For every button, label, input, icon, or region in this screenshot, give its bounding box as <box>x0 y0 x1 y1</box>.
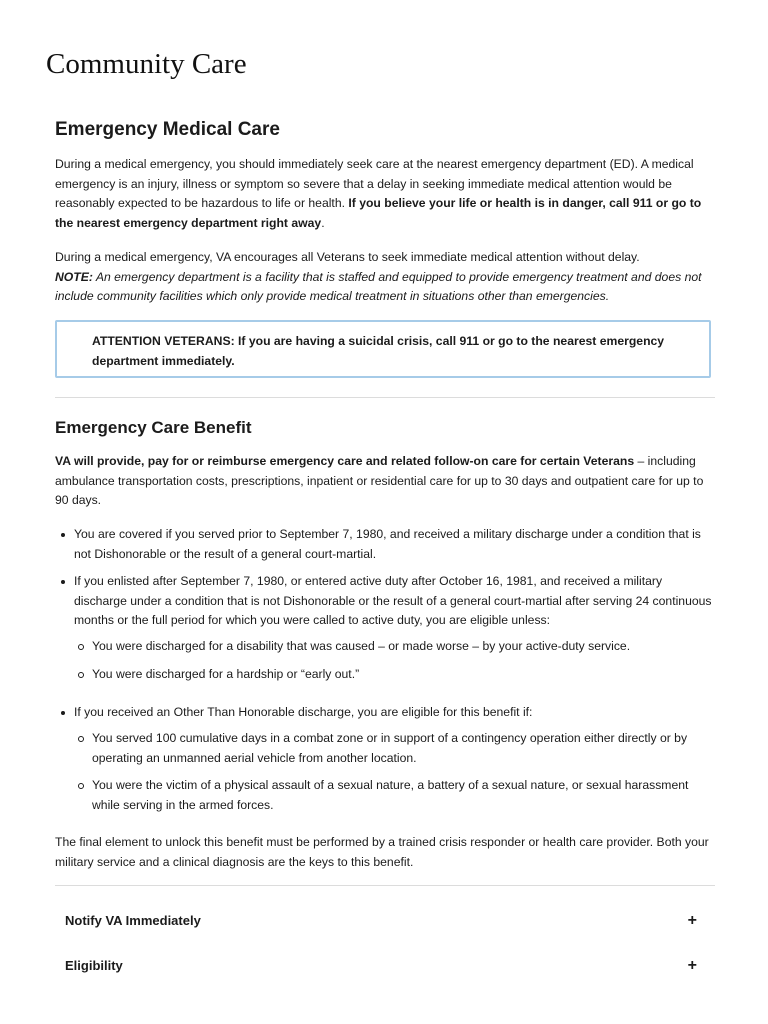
section-divider <box>55 397 715 398</box>
emergency-intro-bold: If you believe your life or health is in danger, call 911 or go to the nearest emergency department right away <box>55 196 702 230</box>
list-item-text: You are covered if you served prior to September 7, 1980, and received a military discharge under a condition that is not Dishonorable or the result of a general court-martial. <box>74 527 701 561</box>
benefit-intro-rest: – including ambulance transportation costs, prescriptions, inpatient or residential care for up to 30 days and outpatient care for up to 90 days. <box>55 454 704 507</box>
emergency-note-paragraph <box>55 248 715 307</box>
bullet-circle <box>78 783 84 789</box>
page-title: Community Care <box>46 48 247 80</box>
emergency-intro-paragraph <box>55 155 715 233</box>
bullet-circle <box>78 644 84 650</box>
emergency-encourage-text: During a medical emergency, VA encourages all Veterans to seek immediate medical attention without delay. <box>55 250 640 264</box>
bullet-dot <box>61 580 65 584</box>
section-divider <box>55 885 715 886</box>
benefit-final-paragraph: The final element to unlock this benefit must be performed by a trained crisis responder or health care provider. Both your military service and a clinical diagnosis are the keys to this benefit. <box>55 835 709 869</box>
list-item-text: If you received an Other Than Honorable discharge, you are eligible for this benefit if: <box>74 705 533 719</box>
sub-list-item-text: You were discharged for a hardship or “early out.” <box>92 667 360 681</box>
bullet-circle <box>78 672 84 678</box>
benefit-intro-bold: VA will provide, pay for or reimburse emergency care and related follow-on care for certain Veterans <box>55 454 635 468</box>
note-body: An emergency department is a facility that is staffed and equipped to provide emergency treatment and does not include community facilities which only provide medical treatment in situations other than emergencies. <box>55 269 702 303</box>
emergency-care-benefit-heading: Emergency Care Benefit <box>55 418 252 437</box>
note-label: NOTE: <box>55 269 93 284</box>
bullet-circle <box>78 736 84 742</box>
benefit-intro-paragraph <box>55 452 715 511</box>
bullet-dot <box>61 533 65 537</box>
accordion-label: Eligibility <box>65 958 123 973</box>
accordion-eligibility[interactable] <box>55 951 715 981</box>
accordion-notify-va-immediately[interactable] <box>55 906 715 936</box>
emergency-intro-text: During a medical emergency, you should immediately seek care at the nearest emergency department (ED). A medical emergency is an injury, illness or symptom so severe that a delay in seeking immediate medical attention would be reasonably expected to be hazardous to life or health. <box>55 157 694 210</box>
sub-list-item-text: You served 100 cumulative days in a combat zone or in support of a contingency operation either directly or by operating an unmanned aerial vehicle from another location. <box>92 731 688 765</box>
bullet-dot <box>61 711 65 715</box>
attention-veterans-text: ATTENTION VETERANS: If you are having a suicidal crisis, call 911 or go to the nearest emergency department immediately. <box>92 334 665 368</box>
accordion-label: Notify VA Immediately <box>65 913 201 928</box>
note-text <box>55 270 702 304</box>
attention-veterans-callout <box>55 320 711 378</box>
plus-icon[interactable]: + <box>687 957 697 974</box>
emergency-intro-period: . <box>321 215 325 230</box>
emergency-medical-care-heading: Emergency Medical Care <box>55 119 280 140</box>
sub-list-item-text: You were the victim of a physical assault of a sexual nature, a battery of a sexual nature, or sexual harassment while serving in the armed forces. <box>92 778 689 812</box>
sub-list-item-text: You were discharged for a disability that was caused – or made worse – by your active-duty service. <box>92 639 631 653</box>
list-item-text: If you enlisted after September 7, 1980, or entered active duty after October 16, 1981, and received a military discharge under a condition that is not Dishonorable or the result of a general court-martial after serving 24 continuous months or the full period for which you were called to active duty, you are eligible unless: <box>74 574 712 627</box>
plus-icon[interactable]: + <box>687 912 697 929</box>
